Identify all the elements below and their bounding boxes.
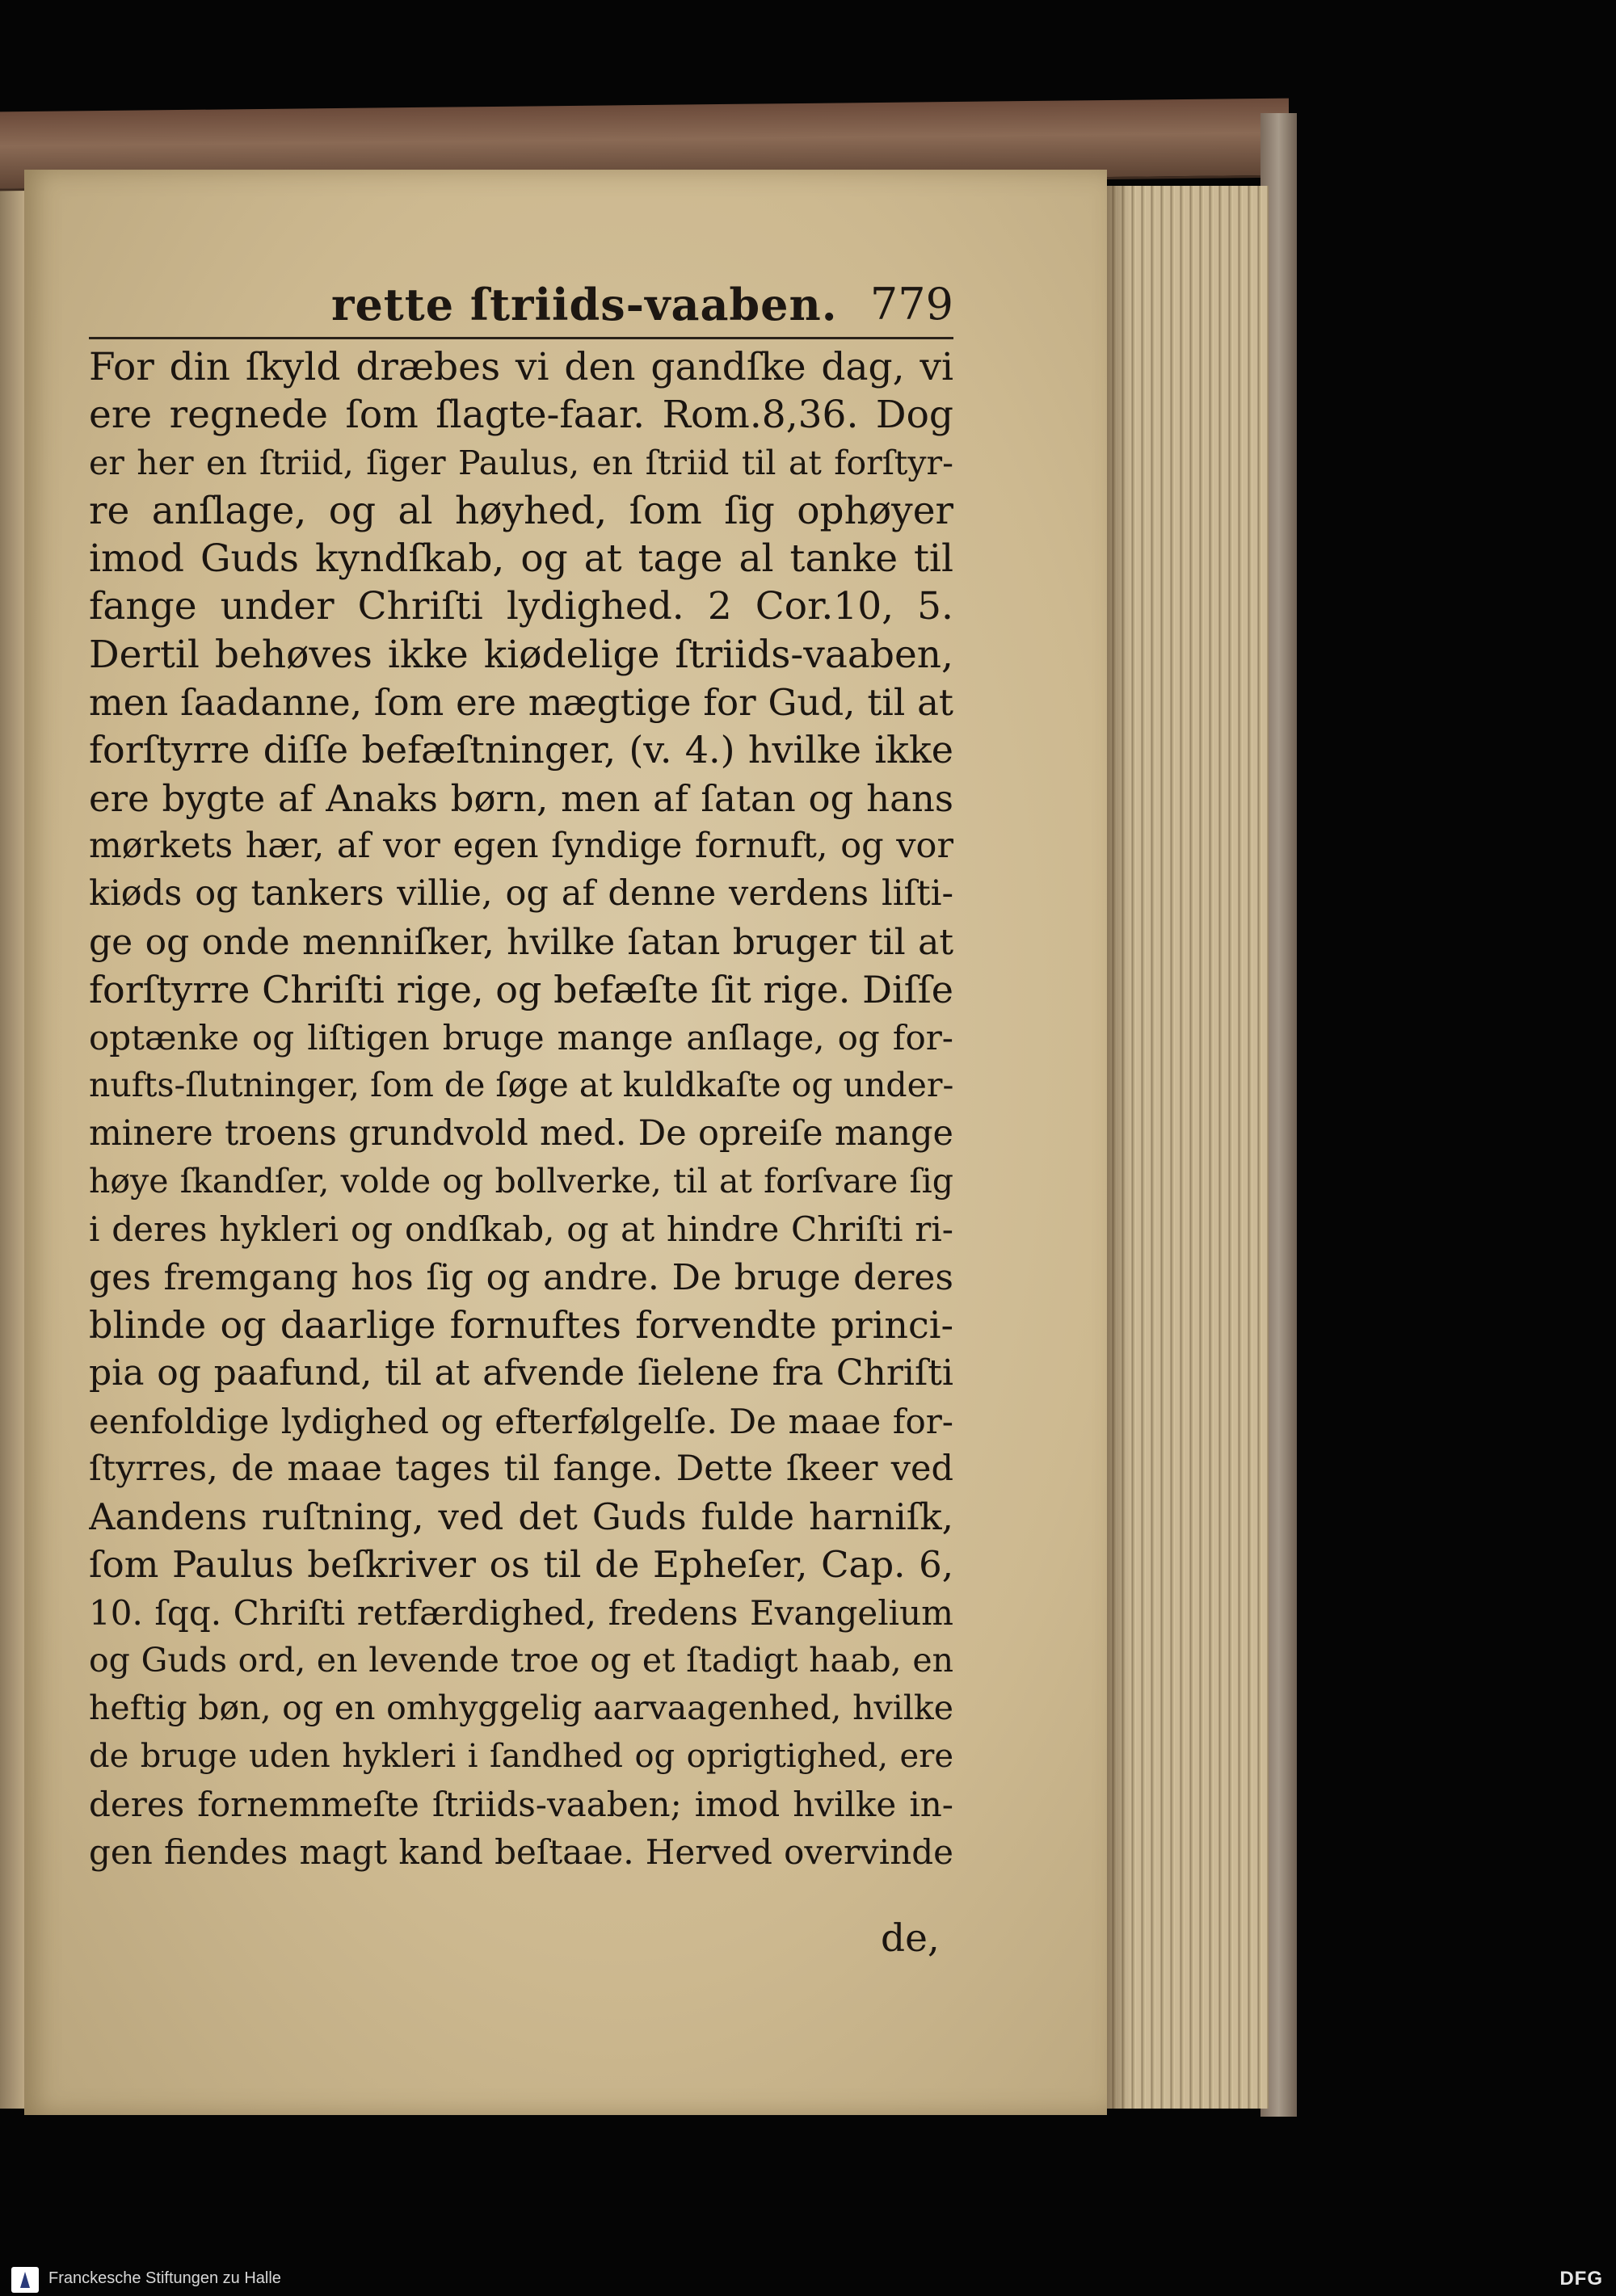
text-line: blinde og daarlige fornuftes forvendte princi-	[89, 1302, 953, 1347]
page-fore-edge	[1107, 186, 1269, 2109]
text-line: pia og paafund, til at afvende ſielene fra Chriſti	[89, 1352, 953, 1394]
text-line: re anſlage, og al høyhed, ſom ſig ophøyer	[89, 488, 953, 533]
text-line: eenfoldige lydighed og efterfølgelſe. De maae for-	[89, 1401, 953, 1441]
text-line: forſtyrre diſſe befæſtninger, (v. 4.) hvilke ikke	[89, 728, 953, 772]
text-line: men ſaadanne, ſom ere mægtige for Gud, til at	[89, 681, 953, 725]
text-line: er her en ſtriid, ſiger Paulus, en ſtriid til at forſtyr-	[89, 443, 953, 482]
running-head: rette ſtriids-vaaben.	[331, 279, 838, 330]
header-rule	[89, 337, 953, 339]
text-line: Aandens ruſtning, ved det Guds fulde harniſk,	[89, 1495, 953, 1539]
catchword: de,	[881, 1916, 940, 1961]
body-text	[89, 343, 953, 1877]
text-line: ſom Paulus beſkriver os til de Epheſer, Cap. 6,	[89, 1543, 953, 1587]
text-line: Dertil behøves ikke kiødelige ſtriids-vaaben,	[89, 632, 953, 677]
text-line: forſtyrre Chriſti rige, og befæſte ſit rige. Diſſe	[89, 967, 953, 1011]
text-line: minere troens grundvold med. De opreiſe mange	[89, 1112, 953, 1154]
text-line: For din ſkyld dræbes vi den gandſke dag, vi	[89, 345, 953, 389]
text-line: mørkets hær, af vor egen ſyndige fornuft, og vor	[89, 825, 953, 866]
text-line: nufts-ſlutninger, ſom de ſøge at kuldkaſte og under-	[89, 1066, 953, 1105]
text-line: deres fornemmeſte ſtriids-vaaben; imod hvilke in-	[89, 1784, 953, 1824]
institution-label[interactable]: Franckesche Stiftungen zu Halle	[48, 2269, 281, 2287]
text-line: ge og onde menniſker, hvilke ſatan bruger til at	[89, 921, 953, 963]
text-line: ſtyrres, de maae tages til fange. Dette ſkeer ved	[89, 1448, 953, 1489]
text-line: kiøds og tankers villie, og af denne verdens liſti-	[89, 873, 953, 915]
text-line: imod Guds kyndſkab, og at tage al tanke til	[89, 536, 953, 582]
text-line: i deres hykleri og ondſkab, og at hindre Chriſti ri-	[89, 1209, 953, 1250]
text-line: fange under Chriſti lydighed. 2 Cor.10, 5.	[89, 584, 953, 629]
text-line: de bruge uden hykleri i ſandhed og oprigtighed, ere	[89, 1737, 953, 1775]
page-number: 779	[869, 279, 953, 330]
text-line: 10. ſqq. Chriſti retfærdighed, fredens Evangelium	[89, 1592, 953, 1633]
viewer-footer	[0, 2262, 1616, 2296]
text-line: ges fremgang hos ſig og andre. De bruge deres	[89, 1256, 953, 1298]
text-line: høye ſkandſer, volde og bollverke, til at forſvare ſig	[89, 1162, 953, 1201]
page-header	[89, 279, 953, 343]
institution-logo-icon	[11, 2267, 39, 2293]
text-line: optænke og liſtigen bruge mange anſlage, og for-	[89, 1018, 953, 1058]
dfg-logo[interactable]: DFG	[1559, 2268, 1603, 2290]
fore-edge-shadow	[1107, 186, 1131, 2109]
text-line: ere bygte af Anaks børn, men af ſatan og hans	[89, 776, 953, 820]
text-line: gen fiendes magt kand beſtaae. Herved overvinde	[89, 1832, 953, 1873]
text-line: og Guds ord, en levende troe og et ſtadigt haab, en	[89, 1641, 953, 1680]
text-line: heftig bøn, og en omhyggelig aarvaagenhed, hvilke	[89, 1688, 953, 1728]
text-line: ere regnede ſom ſlagte-faar. Rom.8,36. Dog	[89, 393, 953, 438]
